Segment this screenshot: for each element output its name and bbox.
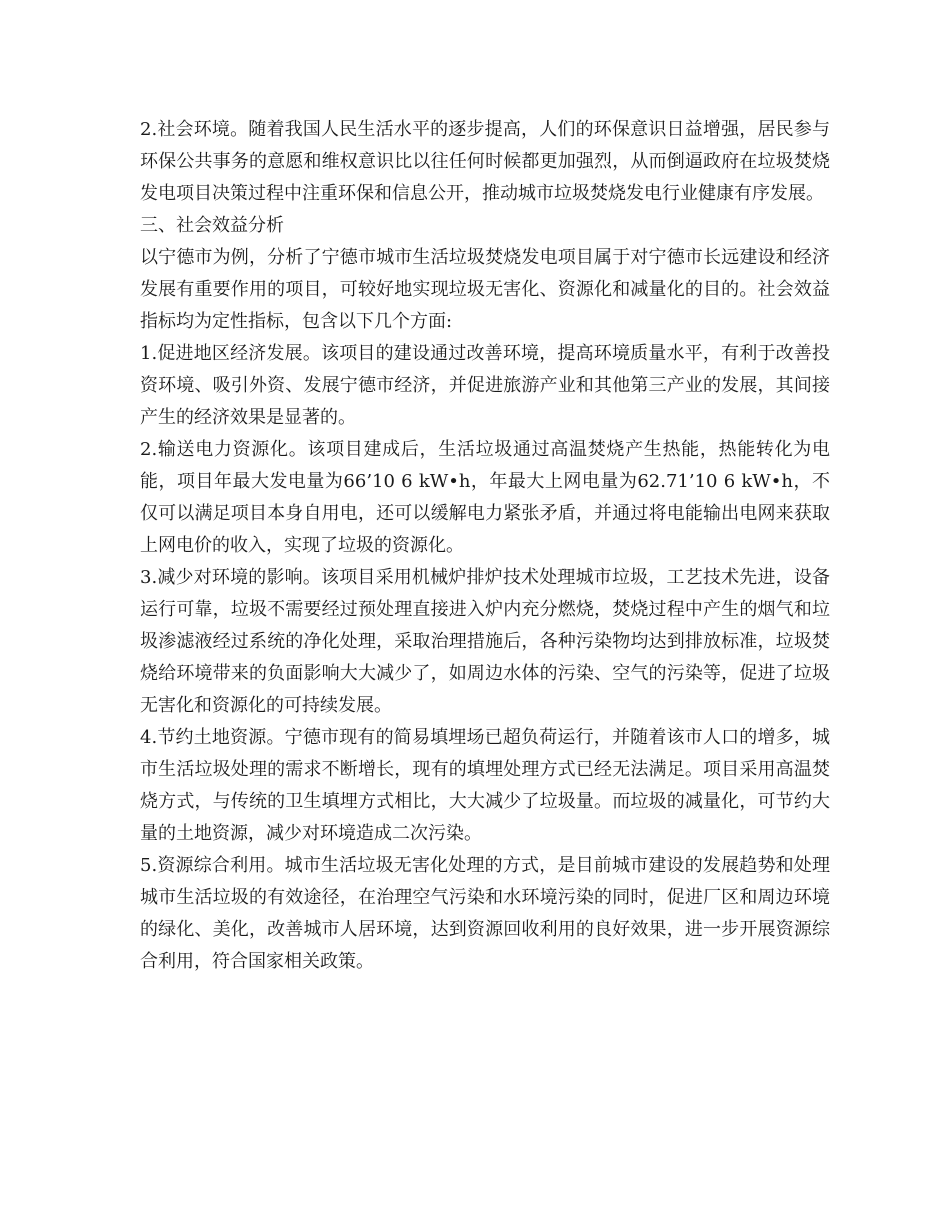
paragraph-land-resource: 4.节约土地资源。宁德市现有的简易填埋场已超负荷运行，并随着该市人口的增多，城市生活垃圾处理的需求不断增长，现有的填埋处理方式已经无法满足。项目采用高温焚烧方式，与传统的卫生填埋方式相比，大大减少了垃圾量。而垃圾的减量化，可节约大量的土地资源，减少对环境造成二次污染。 (140, 727, 830, 844)
document-body (140, 114, 830, 978)
paragraph-environmental-impact: 3.减少对环境的影响。该项目采用机械炉排炉技术处理城市垃圾，工艺技术先进，设备运行可靠，垃圾不需要经过预处理直接进入炉内充分燃烧，焚烧过程中产生的烟气和垃圾渗滤液经过系统的净化处理，采取治理措施后，各种污染物均达到排放标准，垃圾焚烧给环境带来的负面影响大大减少了，如周边水体的污染、空气的污染等，促进了垃圾无害化和资源化的可持续发展。 (140, 567, 830, 716)
paragraph-resource-utilization: 5.资源综合利用。城市生活垃圾无害化处理的方式，是目前城市建设的发展趋势和处理城市生活垃圾的有效途径，在治理空气污染和水环境污染的同时，促进厂区和周边环境的绿化、美化，改善城市人居环境，达到资源回收利用的良好效果，进一步开展资源综合利用，符合国家相关政策。 (140, 855, 830, 972)
paragraph-power-resource: 2.输送电力资源化。该项目建成后，生活垃圾通过高温焚烧产生热能，热能转化为电能，项目年最大发电量为66’10 6 kW•h，年最大上网电量为62.71’10 6 kW•h，不仅可以满足项目本身自用电，还可以缓解电力紧张矛盾，并通过将电能输出电网来获取上网电价的收入，实现了垃圾的资源化。 (140, 439, 830, 556)
section-heading-social-benefit: 三、社会效益分析 (140, 215, 284, 236)
paragraph-ningde-intro: 以宁德市为例，分析了宁德市城市生活垃圾焚烧发电项目属于对宁德市长远建设和经济发展有重要作用的项目，可较好地实现垃圾无害化、资源化和减量化的目的。社会效益指标均为定性指标，包含以下几个方面: (140, 247, 830, 332)
paragraph-social-environment: 2.社会环境。随着我国人民生活水平的逐步提高，人们的环保意识日益增强，居民参与环保公共事务的意愿和维权意识比以往任何时候都更加强烈，从而倒逼政府在垃圾焚烧发电项目决策过程中注重环保和信息公开，推动城市垃圾焚烧发电行业健康有序发展。 (140, 119, 830, 204)
paragraph-economic-development: 1.促进地区经济发展。该项目的建设通过改善环境，提高环境质量水平，有利于改善投资环境、吸引外资、发展宁德市经济，并促进旅游产业和其他第三产业的发展，其间接产生的经济效果是显著的。 (140, 343, 830, 428)
